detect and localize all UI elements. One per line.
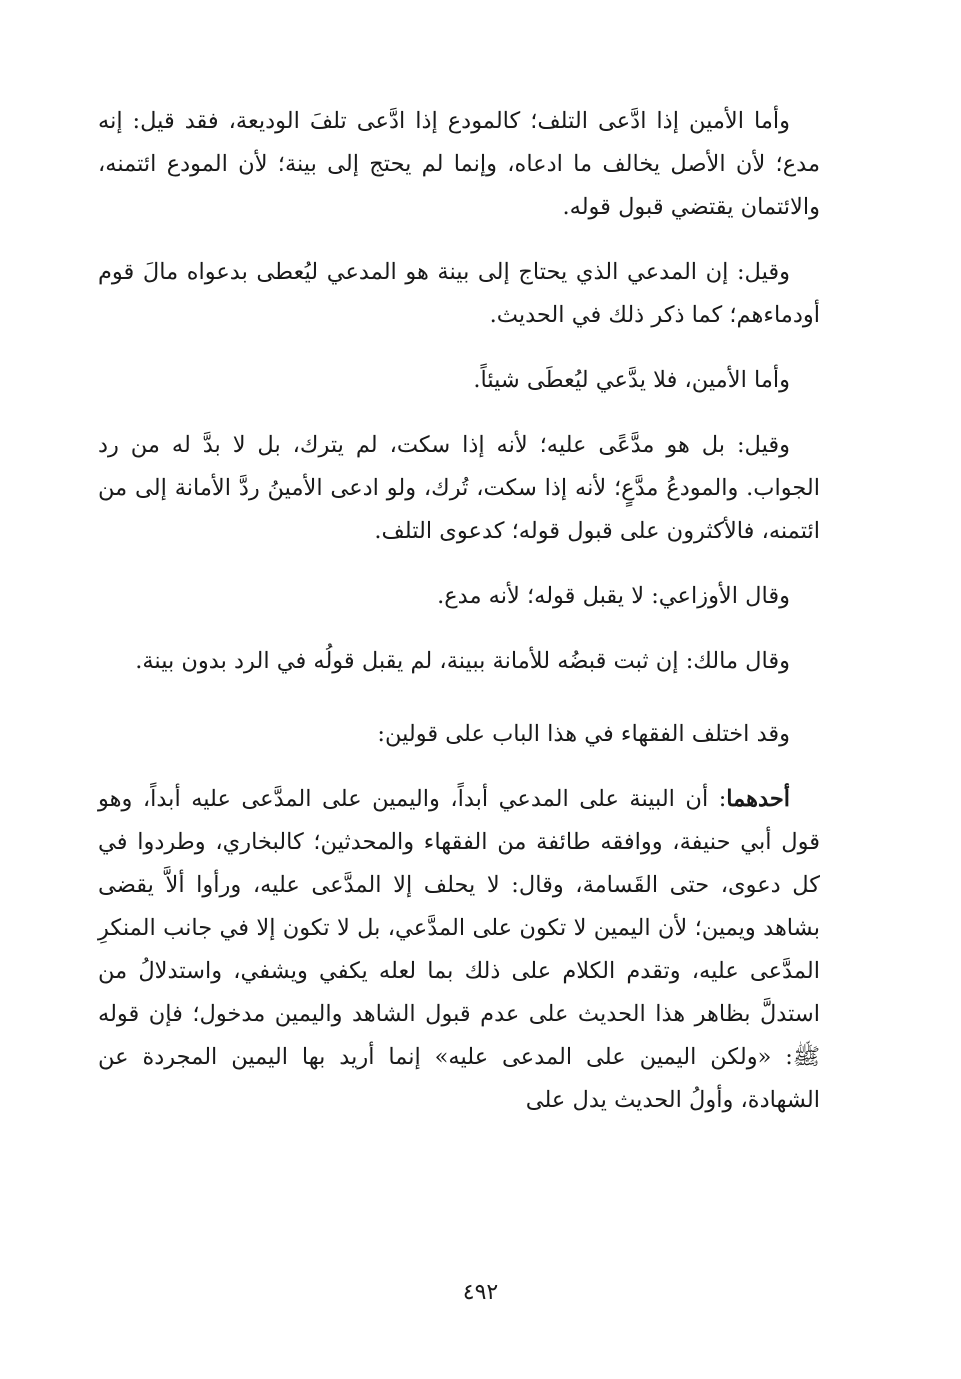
paragraph-8-text: : أن البينة على المدعي أبداً، واليمين على المدَّعى عليه أبداً، وهو قول أبي حنيفة، ووافقه طائفة من الفقهاء والمحدثين؛ كالبخاري، وطردوا في كل دعوى، حتى القَسامة، وقال: لا يحلف إلا المدَّعى عليه، ورأوا ألاَّ يقضى بشاهد ويمين؛ لأن اليمين لا تكون على المدَّعي، بل لا تكون إلا في جانب المنكرِ المدَّعى عليه، وتقدم الكلام على ذلك بما لعله يكفي ويشفي، واستدلالُ من استدلَّ بظاهر هذا الحديث على عدم قبول الشاهد واليمين مدخول؛ فإن قوله ﷺ: «ولكن اليمين على المدعى عليه» إنما أريد بها اليمين المجردة عن الشهادة، وأولُ الحديث يدل على (98, 786, 820, 1113)
paragraph-6: وقال مالك: إن ثبت قبضُه للأمانة ببينة، لم يقبل قولُه في الرد بدون بينة. (135, 648, 790, 674)
paragraph-4: وقيل: بل هو مدَّعًى عليه؛ لأنه إذا سكت، لم يترك، بل لا بدَّ له من رد الجواب. والمودعُ مدَّعٍ؛ لأنه إذا سكت، تُرك، ولو ادعى الأمينُ ردَّ الأمانة إلى من ائتمنه، فالأكثرون على قبول قوله؛ كدعوى التلف. (98, 432, 820, 544)
paragraph-8 (98, 778, 820, 1122)
paragraph-8-lead: أحدهما (726, 786, 790, 812)
paragraph-5: وقال الأوزاعي: لا يقبل قوله؛ لأنه مدع. (437, 583, 790, 609)
paragraph-1: وأما الأمين إذا ادَّعى التلف؛ كالمودع إذا ادَّعى تلفَ الوديعة، فقد قيل: إنه مدع؛ لأن الأصل يخالف ما ادعاه، وإنما لم يحتج إلى بينة؛ لأن المودع ائتمنه، والائتمان يقتضي قبول قوله. (98, 108, 820, 220)
page-body (98, 100, 820, 1300)
paragraph-3: وأما الأمين، فلا يدَّعي ليُعطَى شيئاً. (473, 367, 790, 393)
page-number: ٤٩٢ (462, 1280, 499, 1305)
paragraph-2: وقيل: إن المدعي الذي يحتاج إلى بينة هو المدعي ليُعطى بدعواه مالَ قوم أودماءهم؛ كما ذكر ذلك في الحديث. (98, 259, 820, 328)
paragraph-7: وقد اختلف الفقهاء في هذا الباب على قولين: (377, 721, 790, 747)
